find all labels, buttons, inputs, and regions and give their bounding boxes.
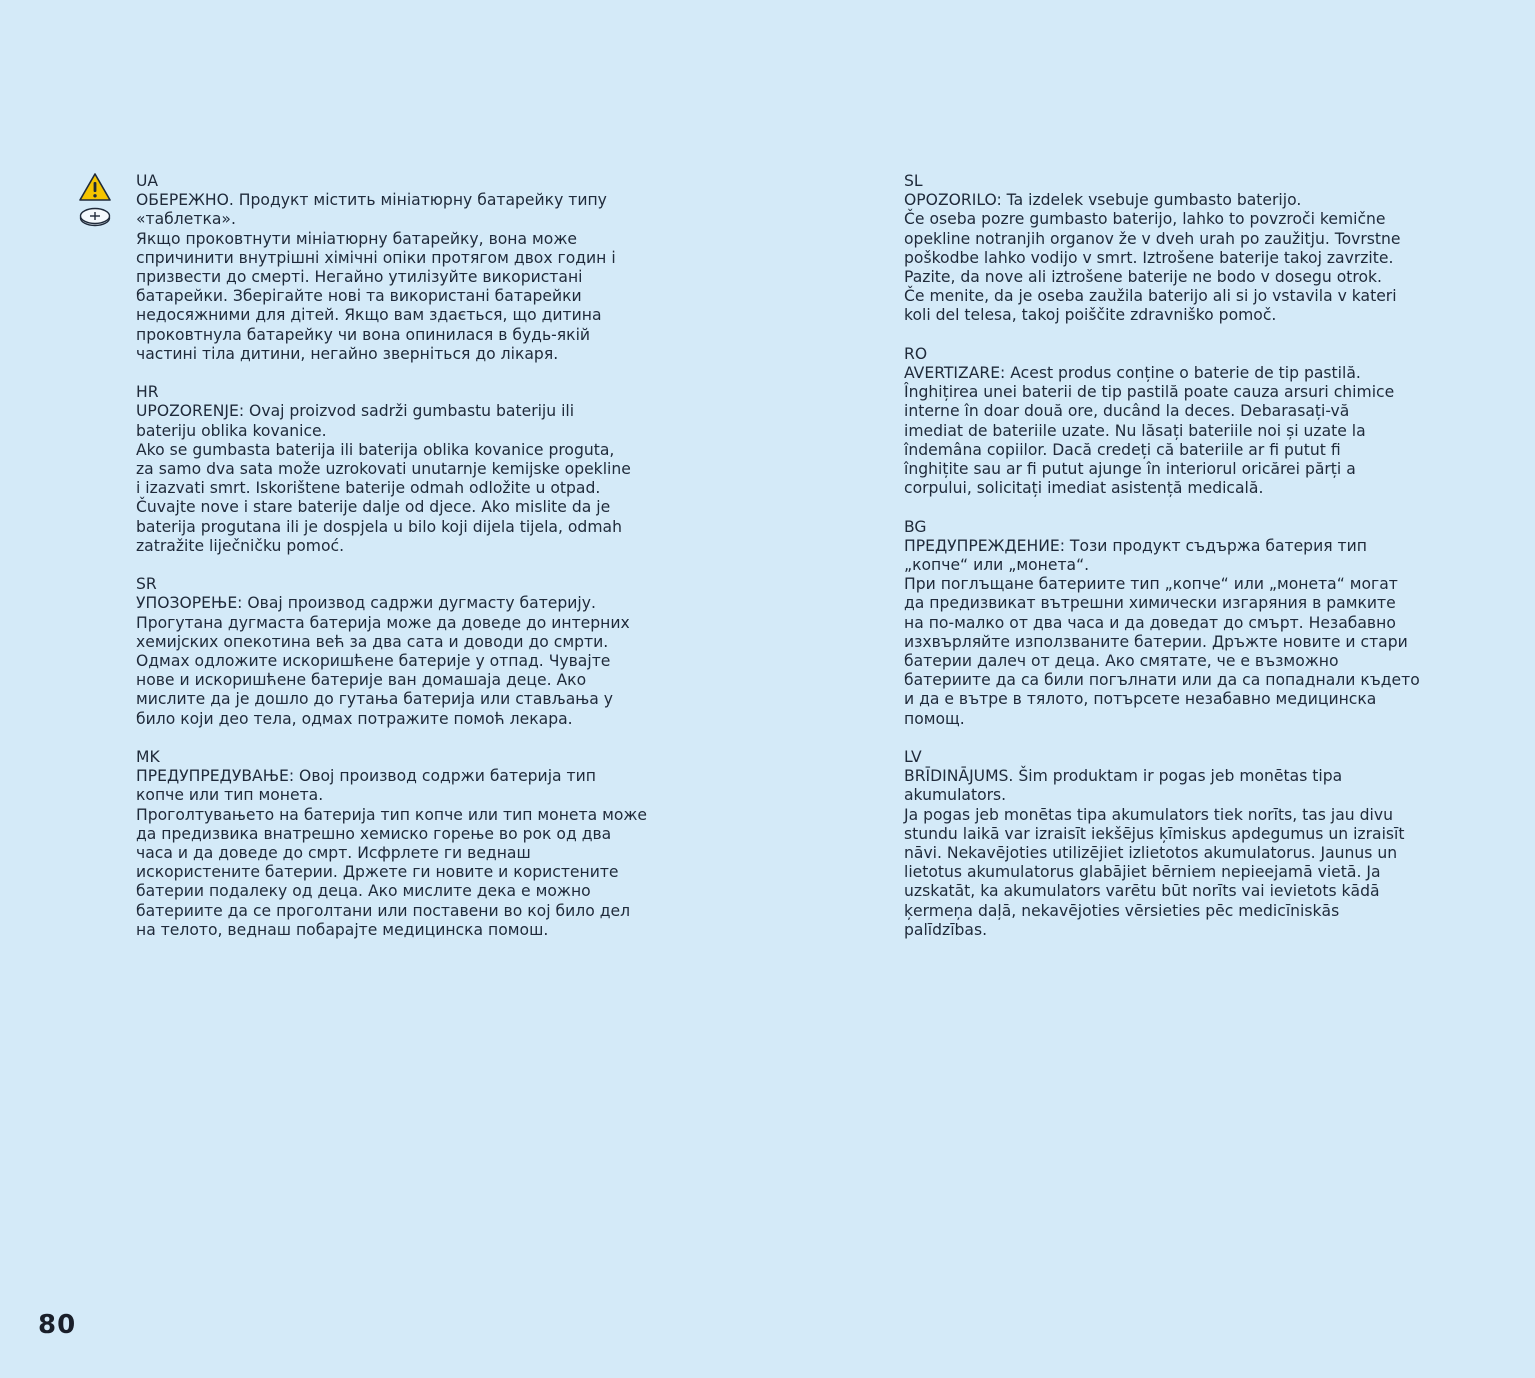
language-code: BG <box>904 517 927 536</box>
language-code: SL <box>904 172 923 190</box>
warning-text: УПОЗОРЕЊЕ: Овај производ садржи дугмасту батерију. Прогутана дугмаста батерија може да доведе до интерних хемијских опекотина већ за два сата и доводи до смрти. Одмах одложите искоришћене батерије у отпад. Чувајте нове и искоришћене батерије ван домашаја деце. Ако мислите да је дошло до гутања батерија или стављања у било који део тела, одмах потражите помоћ лекара. <box>136 594 630 728</box>
language-code: SR <box>136 575 157 594</box>
warning-triangle-icon <box>78 172 112 202</box>
left-column <box>136 172 696 959</box>
language-code: RO <box>904 344 928 363</box>
right-column <box>904 172 1484 959</box>
warning-text: OPOZORILO: Ta izdelek vsebuje gumbasto baterijo. Če oseba pozre gumbasto baterijo, lahko to povzroči kemične opekline notranjih organov že v dveh urah po zaužitju. Tovrstne poškodbe lahko vodijo v smrt. Iztrošene baterije takoj zavrzite. Pazite, da nove ali iztrošene baterije ne bodo v dosegu otrok. Če menite, da je oseba zaužila baterijo ali si jo vstavila v kateri koli del telesa, takoj poiščite zdravniško pomoč. <box>904 191 1401 325</box>
warning-text: BRĪDINĀJUMS. Šim produktam ir pogas jeb monētas tipa akumulators. Ja pogas jeb monētas tipa akumulators tiek norīts, tas jau divu stundu laikā var izraisīt iekšējus ķīmiskus apdegumus un izraisīt nāvi. Nekavējoties utilizējiet izlietotos akumulatorus. Jaunus un lietotus akumulatorus glabājiet bērniem nepieejamā vietā. Ja uzskatāt, ka akumulators varētu būt norīts vai ievietots kādā ķermeņa daļā, nekavējoties vērsieties pēc medicīniskās palīdzības. <box>904 767 1405 939</box>
warning-section-ua <box>136 172 696 364</box>
warning-section-mk <box>136 748 696 940</box>
page-number: 80 <box>38 1310 77 1340</box>
warning-text: AVERTIZARE: Acest produs conține o baterie de tip pastilă. Înghițirea unei baterii de tip pastilă poate cauza arsuri chimice interne în doar două ore, ducând la deces. Debarasați-vă imediat de bateriile uzate. Nu lăsați bateriile noi și uzate la îndemâna copiilor. Dacă credeți că bateriile ar fi putut fi înghițite sau ar fi putut ajunge în interiorul oricărei părți a corpului, solicitați imediat asistență medicală. <box>904 364 1395 498</box>
warning-section-lv <box>904 748 1484 940</box>
warning-section-sl <box>904 172 1484 326</box>
warning-section-sr <box>136 575 696 729</box>
warning-section-hr <box>136 383 696 556</box>
language-code: UA <box>136 172 159 190</box>
warning-text: ПРЕДУПРЕДУВАЊЕ: Овој производ содржи батерија тип копче или тип монета. Проголтувањето на батерија тип копче или тип монета може да предизвика внатрешно хемиско горење во рок од два часа и да доведе до смрт. Исфрлете ги веднаш искористените батерии. Држете ги новите и користените батерии подалеку од деца. Ако мислите дека е можно батериите да се проголтани или поставени во кој било дел на телото, веднаш побарајте медицинска помош. <box>136 767 648 939</box>
coin-battery-icon <box>78 206 112 228</box>
warning-icons <box>78 172 114 228</box>
warning-text: ПРЕДУПРЕЖДЕНИЕ: Този продукт съдържа батерия тип „копче“ или „монета“. При поглъщане батериите тип „копче“ или „монета“ могат да предизвикат вътрешни химически изгаряния в рамките на по-малко от два часа и да доведат до смърт. Незабавно изхвърляйте използваните батерии. Дръжте новите и стари батерии далеч от деца. Ако смятате, че е възможно батериите да са били погълнати или да са попаднали където и да е вътре в тялото, потърсете незабавно медицинска помощ. <box>904 536 1420 728</box>
warning-text: UPOZORENJE: Ovaj proizvod sadrži gumbastu bateriju ili bateriju oblika kovanice. Ako se gumbasta baterija ili baterija oblika kovanice proguta, za samo dva sata može uzrokovati unutarnje kemijske opekline i izazvati smrt. Iskorištene baterije odmah odložite u otpad. Čuvajte nove i stare baterije dalje od djece. Ako mislite da je baterija progutana ili je dospjela u bilo koji dijela tijela, odmah zatražite liječničku pomoć. <box>136 402 631 555</box>
language-code: LV <box>904 748 922 767</box>
warning-section-ro <box>904 345 1484 499</box>
language-code: HR <box>136 383 159 402</box>
warning-text: ОБЕРЕЖНО. Продукт містить мініатюрну батарейку типу «таблетка». Якщо проковтнути мініатюрну батарейку, вона може спричинити внутрішні хімічні опіки протягом двох годин і призвести до смерті. Негайно утилізуйте використані батарейки. Зберігайте нові та використані батарейки недосяжними для дітей. Якщо вам здається, що дитина проковтнула батарейку чи вона опинилася в будь-якій частині тіла дитини, негайно зверніться до лікаря. <box>136 191 616 363</box>
language-code: MK <box>136 748 160 767</box>
warning-section-bg <box>904 518 1484 729</box>
